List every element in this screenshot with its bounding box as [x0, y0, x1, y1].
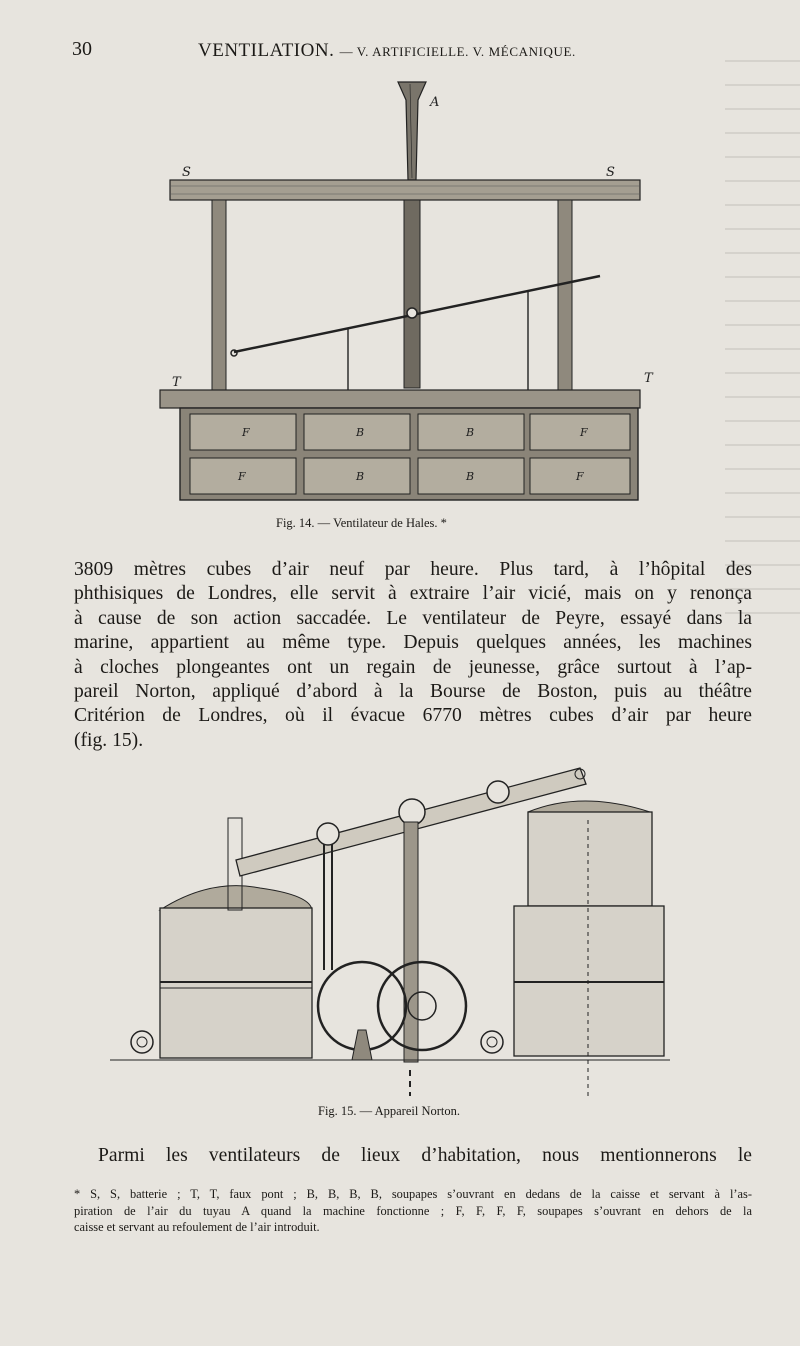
figure-15-norton-apparatus [110, 760, 670, 1100]
text-line: à cloches plongeantes ont un regain de jeunesse, grâce surtout à l’ap- [74, 656, 752, 678]
label-s-left: S [182, 165, 191, 180]
valve-b-3: B [356, 470, 365, 483]
figure-14-hales-ventilator [150, 70, 670, 510]
text-line: Parmi les ventilateurs de lieux d’habitation, nous mentionnerons le [98, 1145, 752, 1166]
valve-f-3: F [238, 470, 246, 483]
valve-b-4: B [466, 470, 475, 483]
label-a: A [430, 95, 440, 110]
footnote-line: caisse et servant au refoulement de l’air introduit. [74, 1220, 320, 1234]
footnote-line: piration de l’air du tuyau A quand la machine fonctionne ; F, F, F, F, soupapes s’ouvrant en dehors de la [74, 1203, 752, 1218]
header-subtitle: — V. ARTIFICIELLE. V. MÉCANIQUE. [339, 44, 576, 59]
paragraph-1 [74, 558, 752, 753]
figure-15-caption: Fig. 15. — Appareil Norton. [318, 1104, 461, 1118]
figure-14-caption: Fig. 14. — Ventilateur de Hales. * [276, 516, 447, 530]
footnote-line: * S, S, batterie ; T, T, faux pont ; B, B, B, B, soupapes s’ouvrant en dedans de la caisse et servant à l’as- [74, 1187, 752, 1201]
text-line: phthisiques de Londres, elle servit à extraire l’air vicié, mais on y renonça [74, 583, 752, 605]
text-line: Critérion de Londres, où il évacue 6770 mètres cubes d’air par heure [74, 705, 752, 727]
label-s-right: S [606, 165, 615, 180]
valve-b-1: B [356, 426, 365, 439]
text-line: 3809 mètres cubes d’air neuf par heure. Plus tard, à l’hôpital des [74, 559, 752, 580]
bleed-through-shadow [725, 60, 800, 620]
label-t-right: T [644, 371, 653, 386]
paragraph-2 [98, 1144, 752, 1168]
running-header [198, 40, 576, 62]
text-line: pareil Norton, appliqué d’abord à la Bourse de Boston, puis au théâtre [74, 681, 752, 703]
text-line: à cause de son action saccadée. Le ventilateur de Peyre, essayé dans la [74, 607, 752, 629]
label-t-left: T [172, 375, 181, 390]
text-line: marine, appartient au même type. Depuis quelques années, les machines [74, 632, 752, 654]
text-line: (fig. 15). [74, 729, 144, 751]
valve-b-2: B [466, 426, 475, 439]
footnote [74, 1186, 752, 1236]
valve-f-4: F [576, 470, 584, 483]
valve-f-2: F [580, 426, 588, 439]
valve-f-1: F [242, 426, 250, 439]
page-number: 30 [72, 38, 92, 60]
header-title: VENTILATION. [198, 40, 335, 61]
